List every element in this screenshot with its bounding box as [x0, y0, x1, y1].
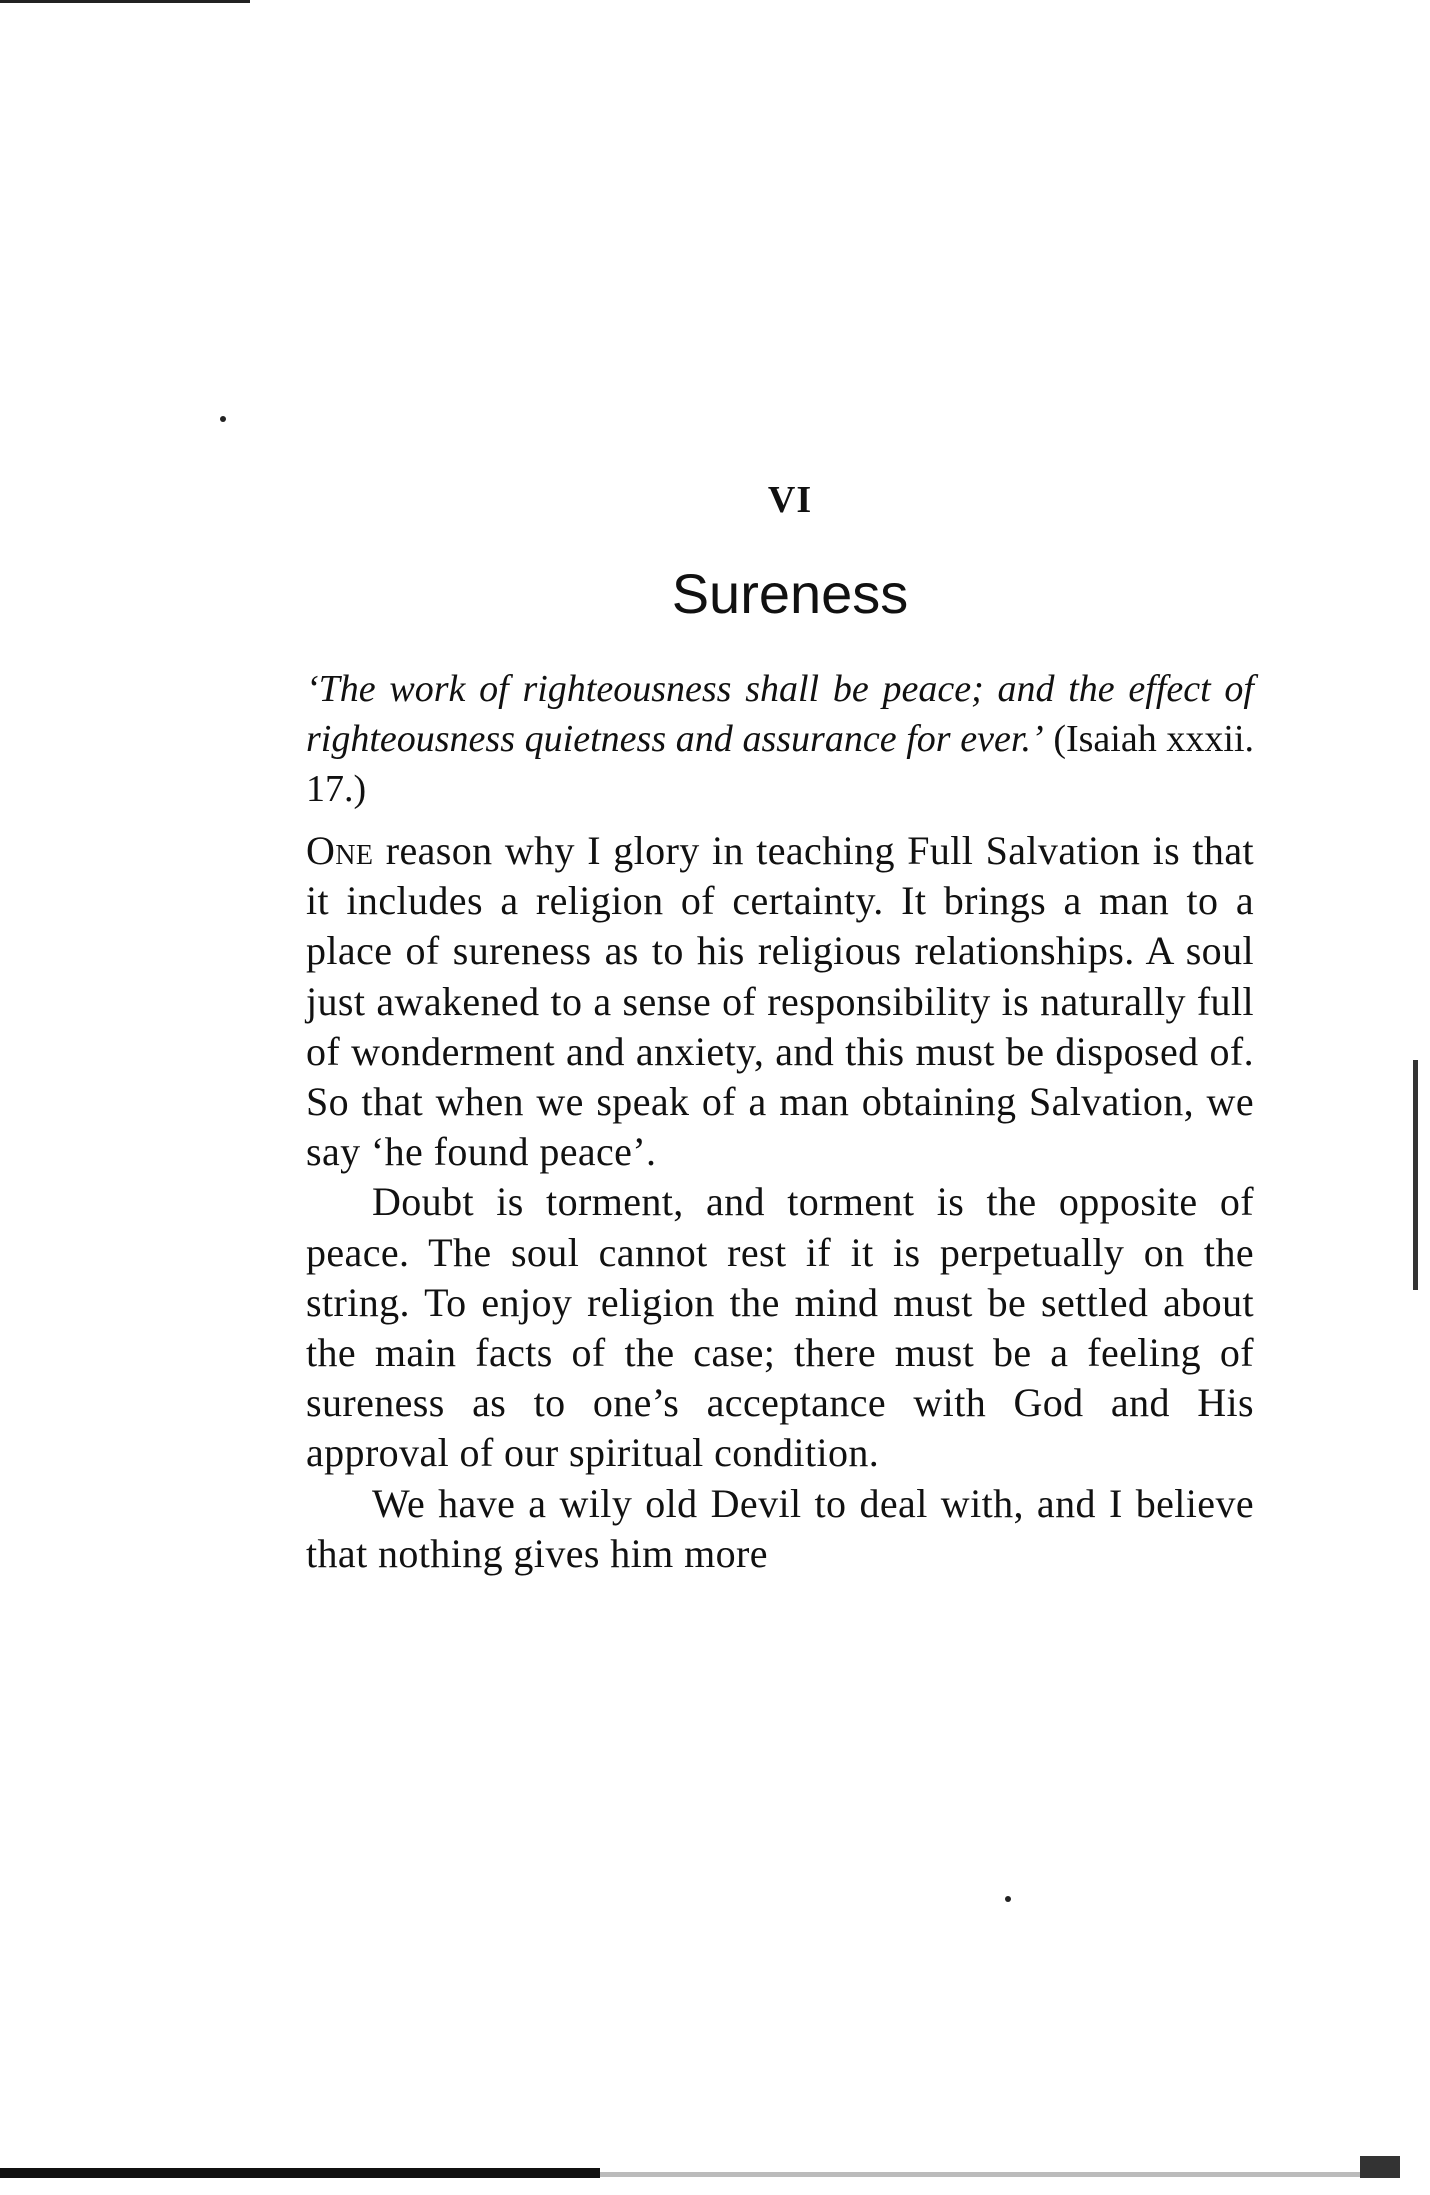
binding-shadow [1413, 1060, 1418, 1290]
body-text [306, 826, 1254, 1579]
paragraph-text: Doubt is torment, and torment is the opposite of peace. The soul cannot rest if it is perpetually on the string. To enjoy religion the mind must be settled about the main facts of the case; there must be a feeling of sureness as to one’s acceptance with God and His approval of our spiritual condition. [306, 1179, 1254, 1476]
chapter-number: VI [767, 479, 813, 521]
paragraph [306, 1479, 1254, 1579]
paragraph [306, 826, 1254, 1177]
epigraph [306, 664, 1254, 814]
chapter-title: Sureness [671, 562, 909, 625]
bottom-edge-rule [0, 2168, 600, 2178]
paragraph-lead-word: One [306, 828, 374, 873]
epigraph-quote: ‘The work of righteousness shall be peace; and the effect of righteousness quietness and assurance for ever.’ [306, 668, 1254, 760]
epigraph-reference: (Isaiah xxxii. 17.) [306, 718, 1254, 810]
bottom-edge-shadow [600, 2172, 1380, 2177]
paragraph-text: reason why I glory in teaching Full Salvation is that it includes a religion of certainty. It brings a man to a place of sureness as to his religious relationships. A soul just awakened to a sense of responsibility is naturally full of wonderment and anxiety, and this must be disposed of. So that when we speak of a man obtaining Salvation, we say ‘he found peace’. [306, 828, 1254, 1175]
paragraph [306, 1177, 1254, 1478]
ink-speck [1005, 1896, 1011, 1902]
bottom-edge-corner [1360, 2156, 1400, 2178]
paragraph-text: We have a wily old Devil to deal with, and I believe that nothing gives him more [306, 1480, 1254, 1576]
ink-speck [220, 416, 226, 422]
top-edge-rule [0, 0, 250, 3]
